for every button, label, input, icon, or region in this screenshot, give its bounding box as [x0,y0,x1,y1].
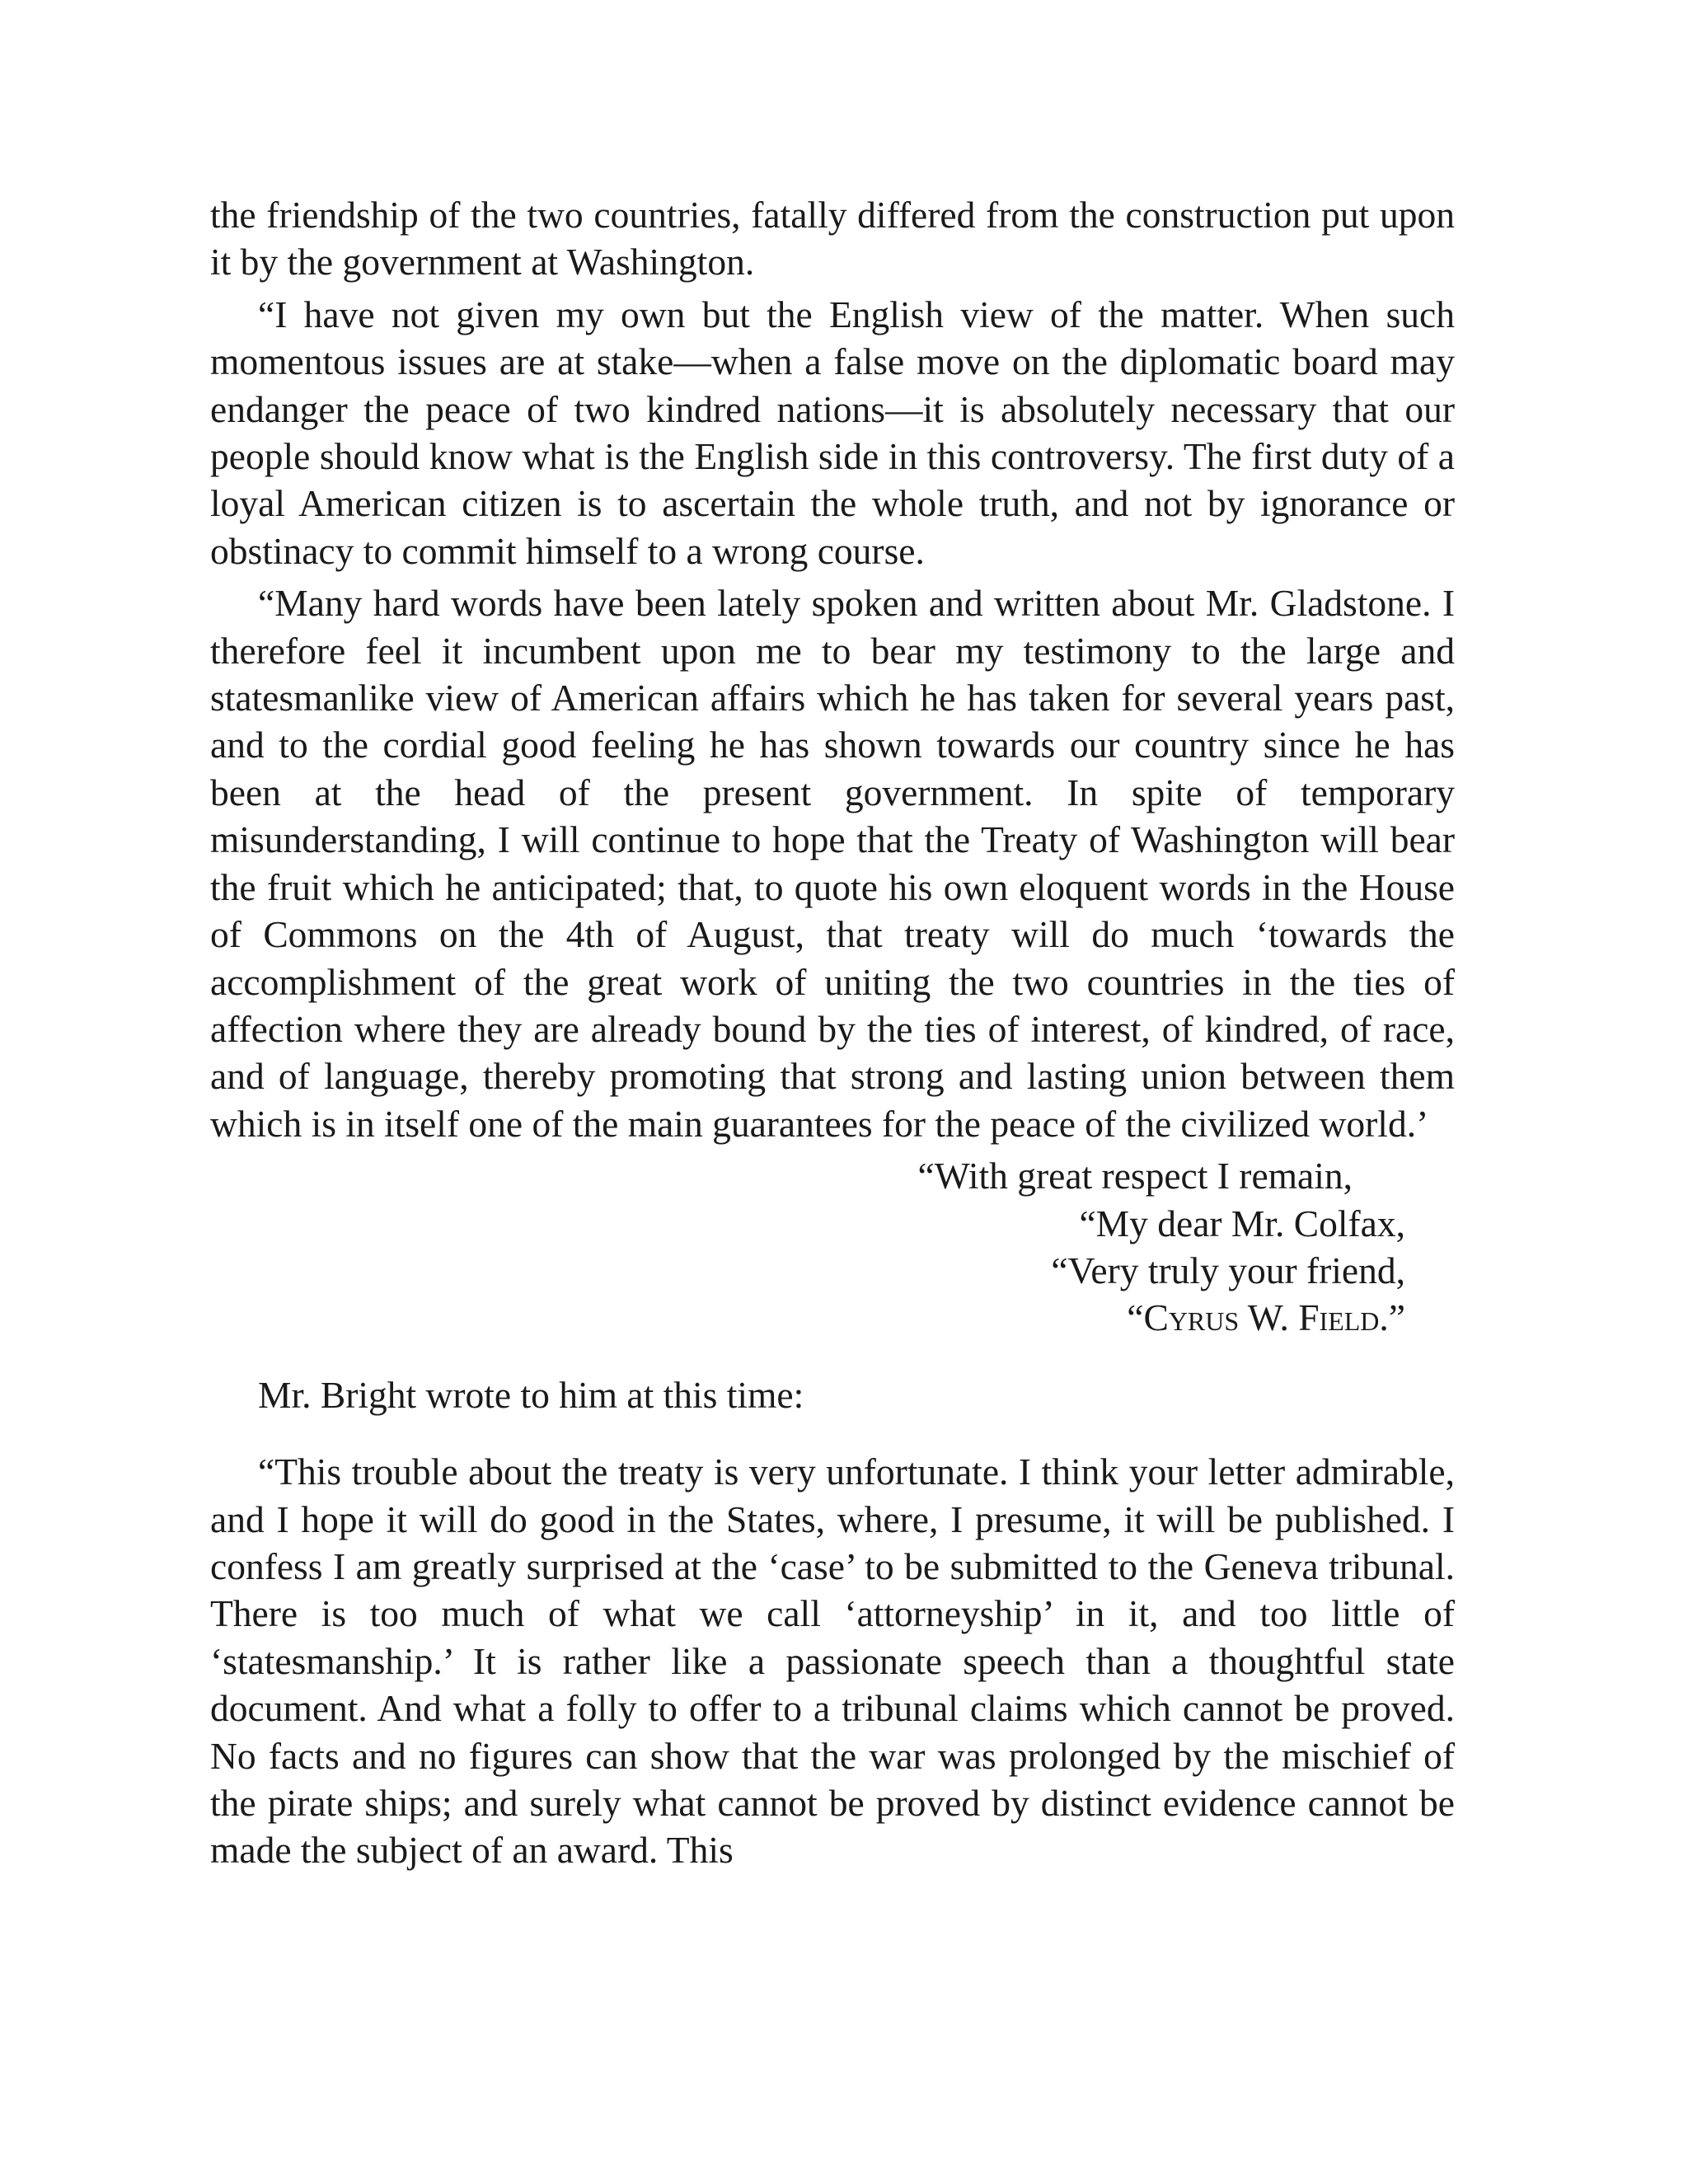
closing-line-friend: “Very truly your friend, [1051,1249,1405,1291]
closing-line-salutation: “My dear Mr. Colfax, [1079,1202,1405,1244]
paragraph-continuation: the friendship of the two countries, fatally differed from the construction put upon it by the government at Washington. [210,194,1455,284]
paragraph-english-view: “I have not given my own but the English view of the matter. When such momentous issues are at stake—when a false move on the diplomatic board may endanger the peace of two kindred nations—it is absolutely necessary that our people should know what is the English side in this controversy. The first duty of a loyal American citizen is to ascertain the whole truth, and not by ignorance or obstinacy to commit himself to a wrong course. [210,293,1455,572]
intro-line: Mr. Bright wrote to him at this time: [258,1373,804,1416]
document-page [210,191,1455,1874]
paragraph-bright-letter: “This trouble about the treaty is very unfortunate. I think your letter admirable, and I hope it will do good in the States, where, I presume, it will be published. I confess I am greatly surprised at the ‘case’ to be submitted to the Geneva tribunal. There is too much of what we call ‘attorneyship’ in it, and too little of ‘statesmanship.’ It is rather like a passionate speech than a thoughtful state document. And what a folly to offer to a tribunal claims which cannot be proved. No facts and no figures can show that the war was prolonged by the mischief of the pirate ships; and surely what cannot be proved by distinct evidence cannot be made the subject of an award. This [210,1451,1455,1872]
closing-signature: “Cyrus W. Field.” [1127,1296,1405,1339]
paragraph-gladstone: “Many hard words have been lately spoken and written about Mr. Gladstone. I therefore feel it incumbent upon me to bear my testimony to the large and statesmanlike view of American affairs which he has taken for several years past, and to the cordial good feeling he has shown towards our country since he has been at the head of the present government. In spite of temporary misunderstanding, I will continue to hope that the Treaty of Washington will bear the fruit which he anticipated; that, to quote his own eloquent words in the House of Commons on the 4th of August, that treaty will do much ‘towards the accomplishment of the great work of uniting the two countries in the ties of affection where they are already bound by the ties of interest, of kindred, of race, and of language, thereby promoting that strong and lasting union between them which is in itself one of the main guarantees for the peace of the civilized world.’ [210,582,1455,1145]
closing-line-respect: “With great respect I remain, [917,1155,1353,1197]
letter-closing [210,1152,1405,1342]
